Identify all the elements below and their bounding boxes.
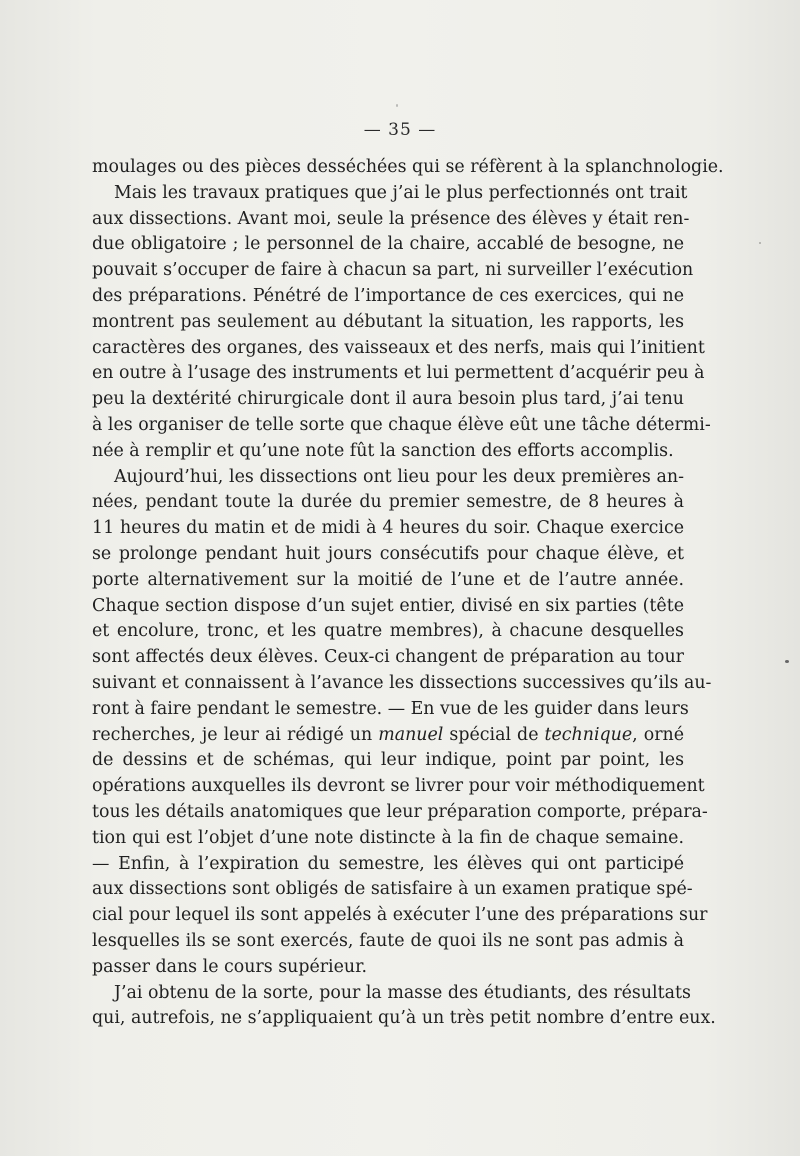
text-line: — Enfin, à l’expiration du semestre, les élèves qui ont participé: [92, 853, 684, 874]
text-line: Mais les travaux pratiques que j’ai le plus perfectionnés ont trait: [114, 182, 688, 203]
text-line-with-italics: [92, 723, 684, 749]
text-line: caractères des organes, des vaisseaux et des nerfs, mais qui l’initient: [92, 337, 705, 358]
paper-speck: [785, 660, 789, 663]
body-text: [92, 155, 724, 1032]
text-line: montrent pas seulement au débutant la situation, les rapports, les: [92, 311, 684, 332]
page-number: — 35 —: [363, 120, 437, 140]
text-segment: , orné: [632, 724, 684, 745]
text-line: à les organiser de telle sorte que chaque élève eût une tâche détermi-: [92, 414, 711, 435]
text-line: nées, pendant toute la durée du premier semestre, de 8 heures à: [92, 492, 684, 513]
text-line: se prolonge pendant huit jours consécutifs pour chaque élève, et: [92, 543, 684, 564]
text-line: née à remplir et qu’une note fût la sanction des efforts accomplis.: [92, 440, 674, 461]
text-line: des préparations. Pénétré de l’importance de ces exercices, qui ne: [92, 285, 684, 306]
text-segment: recherches, je leur ai rédigé un: [92, 724, 379, 745]
text-line: tion qui est l’objet d’une note distincte à la fin de chaque semaine.: [92, 827, 684, 848]
text-line: moulages ou des pièces desséchées qui se réfèrent à la splanchnologie.: [92, 157, 724, 177]
text-line: pouvait s’occuper de faire à chacun sa part, ni surveiller l’exécution: [92, 260, 694, 281]
italic-word-manuel: manuel: [378, 724, 444, 745]
text-line: lesquelles ils se sont exercés, faute de quoi ils ne sont pas admis à: [92, 930, 684, 951]
text-line: passer dans le cours supérieur.: [92, 956, 368, 977]
paper-speck: [759, 242, 761, 244]
text-line: ront à faire pendant le semestre. — En vue de les guider dans leurs: [92, 698, 689, 719]
text-line: qui, autrefois, ne s’appliquaient qu’à un très petit nombre d’entre eux.: [92, 1008, 716, 1029]
text-line: aux dissections. Avant moi, seule la présence des élèves y était ren-: [92, 208, 690, 229]
text-line: opérations auxquelles ils devront se livrer pour voir méthodiquement: [92, 776, 705, 797]
text-line: tous les détails anatomiques que leur préparation comporte, prépara-: [92, 801, 708, 822]
text-line: aux dissections sont obligés de satisfaire à un examen pratique spé-: [92, 879, 693, 900]
text-line: Chaque section dispose d’un sujet entier, divisé en six parties (tête: [92, 595, 684, 616]
text-line: en outre à l’usage des instruments et lui permettent d’acquérir peu à: [92, 363, 705, 384]
text-line: et encolure, tronc, et les quatre membres), à chacune desquelles: [92, 621, 684, 642]
text-line: Aujourd’hui, les dissections ont lieu pour les deux premières an-: [114, 466, 684, 487]
text-line: peu la dextérité chirurgicale dont il aura besoin plus tard, j’ai tenu: [92, 389, 684, 410]
text-line: J’ai obtenu de la sorte, pour la masse des étudiants, des résultats: [114, 982, 691, 1003]
text-line: cial pour lequel ils sont appelés à exécuter l’une des préparations sur: [92, 905, 708, 926]
text-line: de dessins et de schémas, qui leur indique, point par point, les: [92, 750, 684, 771]
text-line: 11 heures du matin et de midi à 4 heures du soir. Chaque exercice: [92, 518, 684, 539]
text-line: suivant et connaissent à l’avance les dissections successives qu’ils au-: [92, 672, 712, 693]
paper-speck: [396, 104, 398, 107]
text-segment: spécial de: [443, 724, 545, 745]
text-line: porte alternativement sur la moitié de l’une et de l’autre année.: [92, 569, 684, 590]
text-line: sont affectés deux élèves. Ceux-ci changent de préparation au tour: [92, 647, 684, 668]
text-line: due obligatoire ; le personnel de la chaire, accablé de besogne, ne: [92, 234, 684, 255]
italic-word-technique: technique: [544, 724, 633, 745]
